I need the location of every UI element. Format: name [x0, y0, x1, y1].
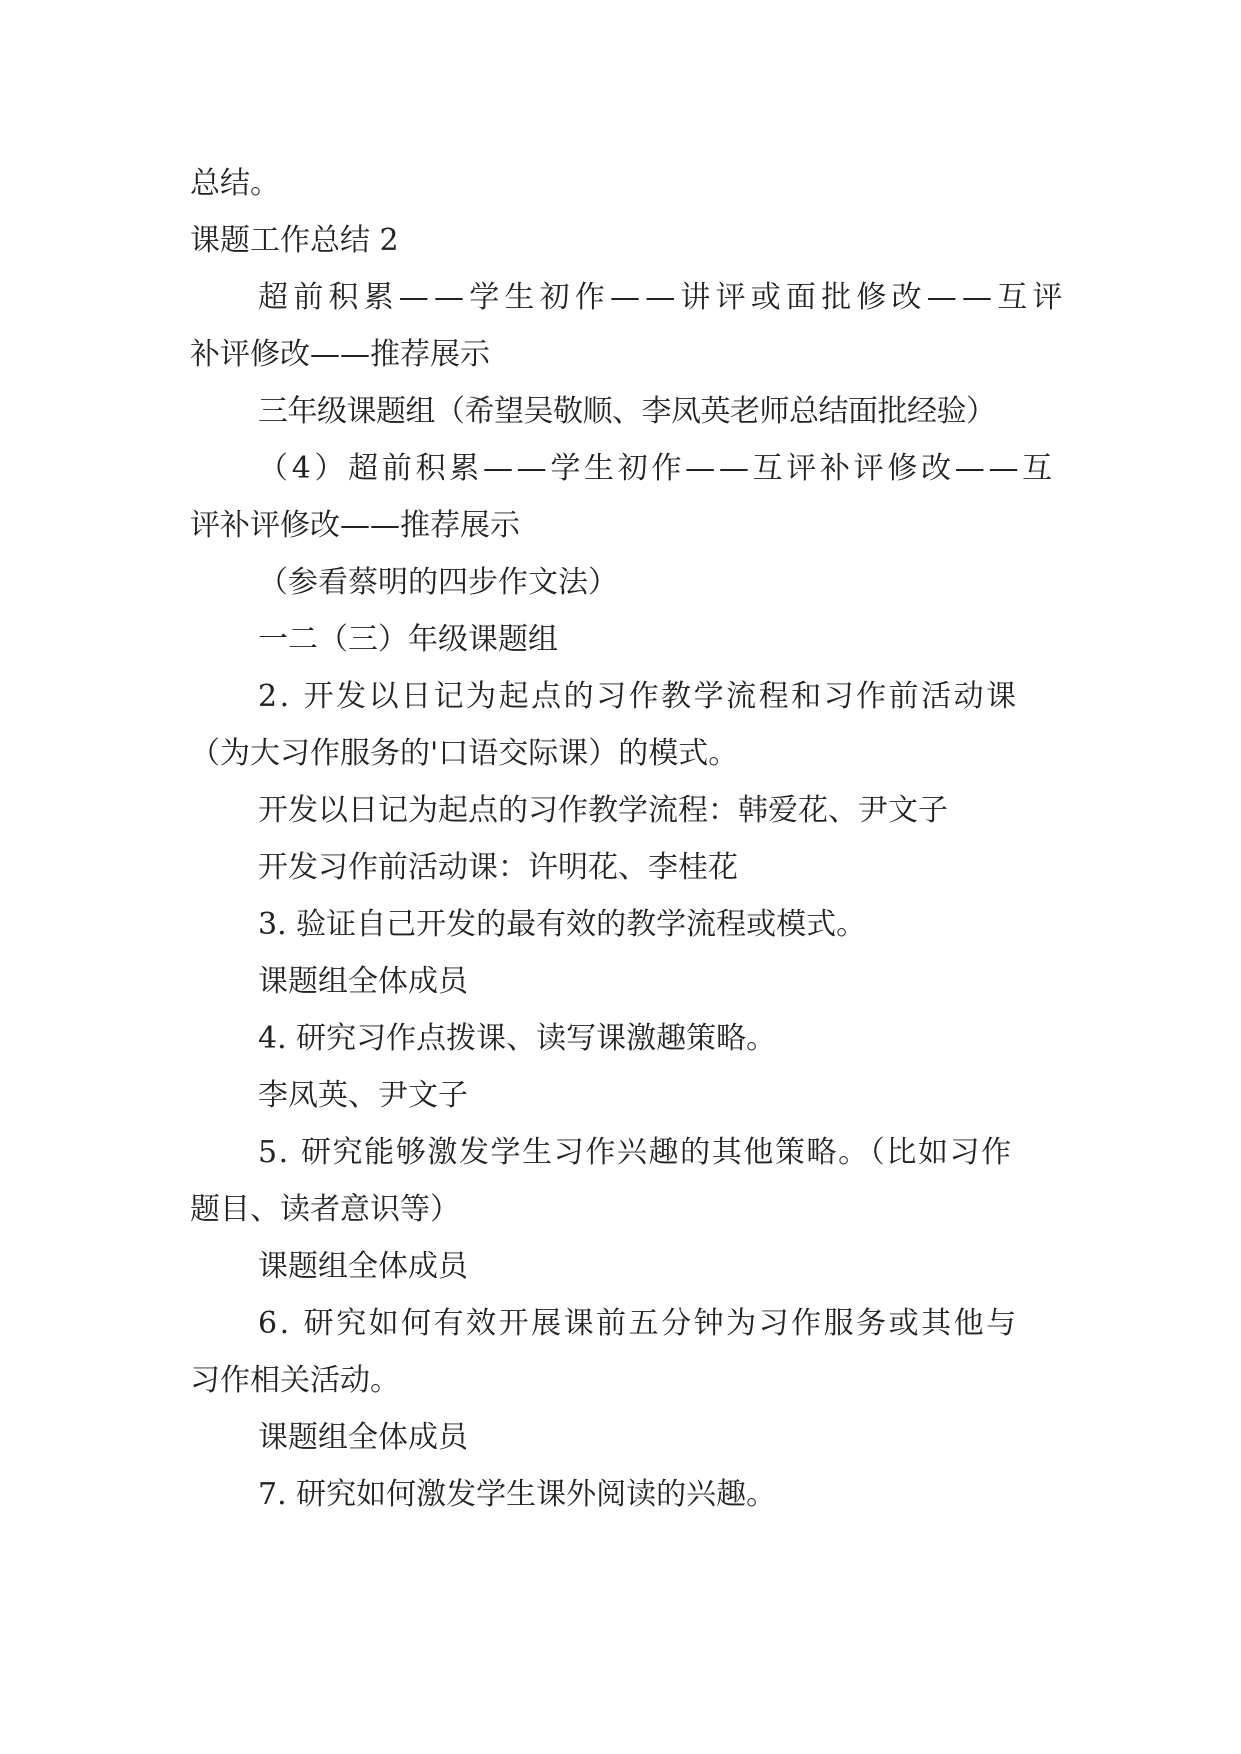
- text-line: 题目、读者意识等）: [190, 1192, 460, 1227]
- text-line: 2. 开发以日记为起点的习作教学流程和习作前活动课: [258, 679, 1019, 714]
- text-line: （为大习作服务的'口语交际课）的模式。: [190, 736, 739, 771]
- text-line: 三年级课题组（希望吴敬顺、李凤英老师总结面批经验）: [258, 394, 996, 429]
- text-line: 评补评修改——推荐展示: [190, 508, 520, 543]
- text-line: 课题组全体成员: [258, 964, 468, 999]
- text-line: 一二（三）年级课题组: [258, 622, 558, 657]
- text-line: 4. 研究习作点拨课、读写课激趣策略。: [258, 1021, 777, 1056]
- text-line: 习作相关活动。: [190, 1363, 400, 1398]
- text-line: 7. 研究如何激发学生课外阅读的兴趣。: [258, 1477, 777, 1512]
- text-line: 课题组全体成员: [258, 1249, 468, 1284]
- text-line: 课题组全体成员: [258, 1420, 468, 1455]
- text-line: 开发习作前活动课：许明花、李桂花: [258, 850, 738, 885]
- text-line: 李凤英、尹文子: [258, 1078, 468, 1113]
- text-line: 5. 研究能够激发学生习作兴趣的其他策略。（比如习作: [258, 1135, 1013, 1170]
- text-line: 补评修改——推荐展示: [190, 337, 490, 372]
- text-line: 3. 验证自己开发的最有效的教学流程或模式。: [258, 907, 867, 942]
- section-heading: 课题工作总结 2: [190, 223, 399, 258]
- text-line: 总结。: [190, 166, 280, 201]
- text-line: （4）超前积累——学生初作——互评补评修改——互: [258, 451, 1056, 486]
- text-line: 超前积累——学生初作——讲评或面批修改——互评: [258, 280, 1068, 315]
- text-line: （参看蔡明的四步作文法）: [258, 565, 618, 600]
- text-line: 6. 研究如何有效开展课前五分钟为习作服务或其他与: [258, 1306, 1019, 1341]
- text-line: 开发以日记为起点的习作教学流程：韩爱花、尹文子: [258, 793, 948, 828]
